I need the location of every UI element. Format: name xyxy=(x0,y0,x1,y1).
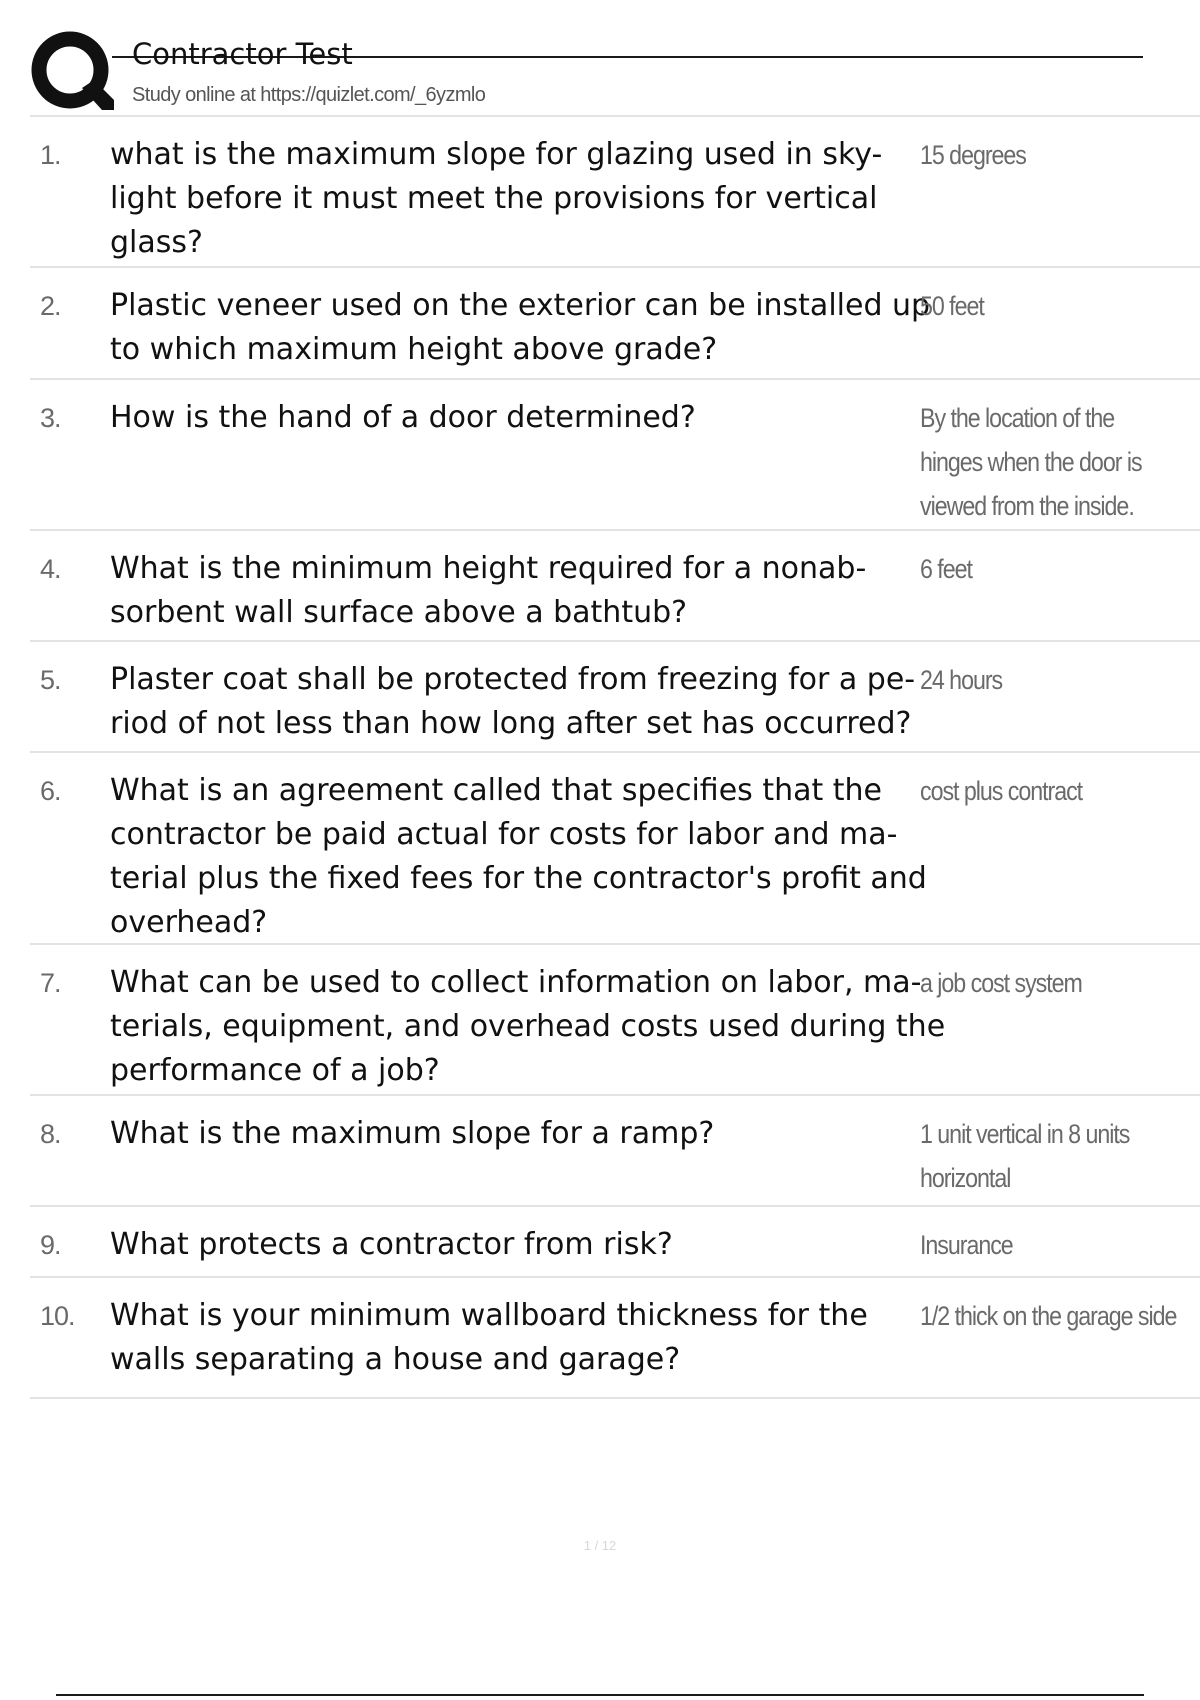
flashcard-list xyxy=(30,117,1200,1399)
flashcard-row xyxy=(30,1207,1200,1278)
flashcard-row xyxy=(30,1278,1200,1399)
quizlet-logo-icon xyxy=(30,30,114,114)
card-term: What is the minimum height required for a nonab-sorbent wall surface above a bathtub? xyxy=(110,551,867,630)
card-number: 1. xyxy=(40,140,61,170)
card-definition: 50 feet xyxy=(920,291,984,321)
flashcard-row xyxy=(30,117,1200,268)
card-number: 5. xyxy=(40,665,61,695)
flashcard-row xyxy=(30,753,1200,945)
card-term: How is the hand of a door determined? xyxy=(110,400,696,435)
card-definition: 15 degrees xyxy=(920,140,1026,170)
card-definition: 6 feet xyxy=(920,554,972,584)
card-number: 8. xyxy=(40,1119,61,1149)
flashcard-row xyxy=(30,268,1200,380)
card-definition: 1 unit vertical in 8 units horizontal xyxy=(920,1119,1130,1193)
card-term: What protects a contractor from risk? xyxy=(110,1227,673,1262)
footer-rule xyxy=(56,1694,1144,1696)
card-number: 7. xyxy=(40,968,61,998)
card-term: What can be used to collect information on labor, ma-terials, equipment, and overhead costs used during the performance of a job? xyxy=(110,965,946,1088)
card-term: Plastic veneer used on the exterior can be installed up to which maximum height above grade? xyxy=(110,288,931,367)
card-definition: 24 hours xyxy=(920,665,1003,695)
flashcard-row xyxy=(30,531,1200,642)
page-header xyxy=(0,0,1200,118)
flashcard-row xyxy=(30,945,1200,1096)
flashcard-row xyxy=(30,642,1200,753)
flashcard-row xyxy=(30,380,1200,531)
card-number: 2. xyxy=(40,291,61,321)
page-number: 1 / 12 xyxy=(583,1538,617,1553)
card-definition: 1/2 thick on the garage side xyxy=(920,1301,1177,1331)
card-definition: By the location of the hinges when the door is viewed from the inside. xyxy=(920,403,1142,521)
flashcard-row xyxy=(30,1096,1200,1207)
card-number: 4. xyxy=(40,554,61,584)
card-term: What is the maximum slope for a ramp? xyxy=(110,1116,715,1151)
page-title: Contractor Test xyxy=(132,37,353,71)
study-online-link[interactable]: Study online at https://quizlet.com/_6yzmlo xyxy=(132,84,486,106)
card-definition: a job cost system xyxy=(920,968,1082,998)
card-term: What is an agreement called that specifies that the contractor be paid actual for costs for labor and ma-terial plus the fixed fees for the contractor's profit and overhead? xyxy=(110,773,927,940)
card-term: what is the maximum slope for glazing used in sky-light before it must meet the provisions for vertical glass? xyxy=(110,137,883,260)
card-term: Plaster coat shall be protected from freezing for a pe-riod of not less than how long after set has occurred? xyxy=(110,662,916,741)
card-definition: Insurance xyxy=(920,1230,1013,1260)
card-number: 10. xyxy=(40,1301,75,1331)
card-definition: cost plus contract xyxy=(920,776,1083,806)
card-number: 9. xyxy=(40,1230,61,1260)
card-term: What is your minimum wallboard thickness for the walls separating a house and garage? xyxy=(110,1298,868,1377)
card-number: 6. xyxy=(40,776,61,806)
card-number: 3. xyxy=(40,403,61,433)
